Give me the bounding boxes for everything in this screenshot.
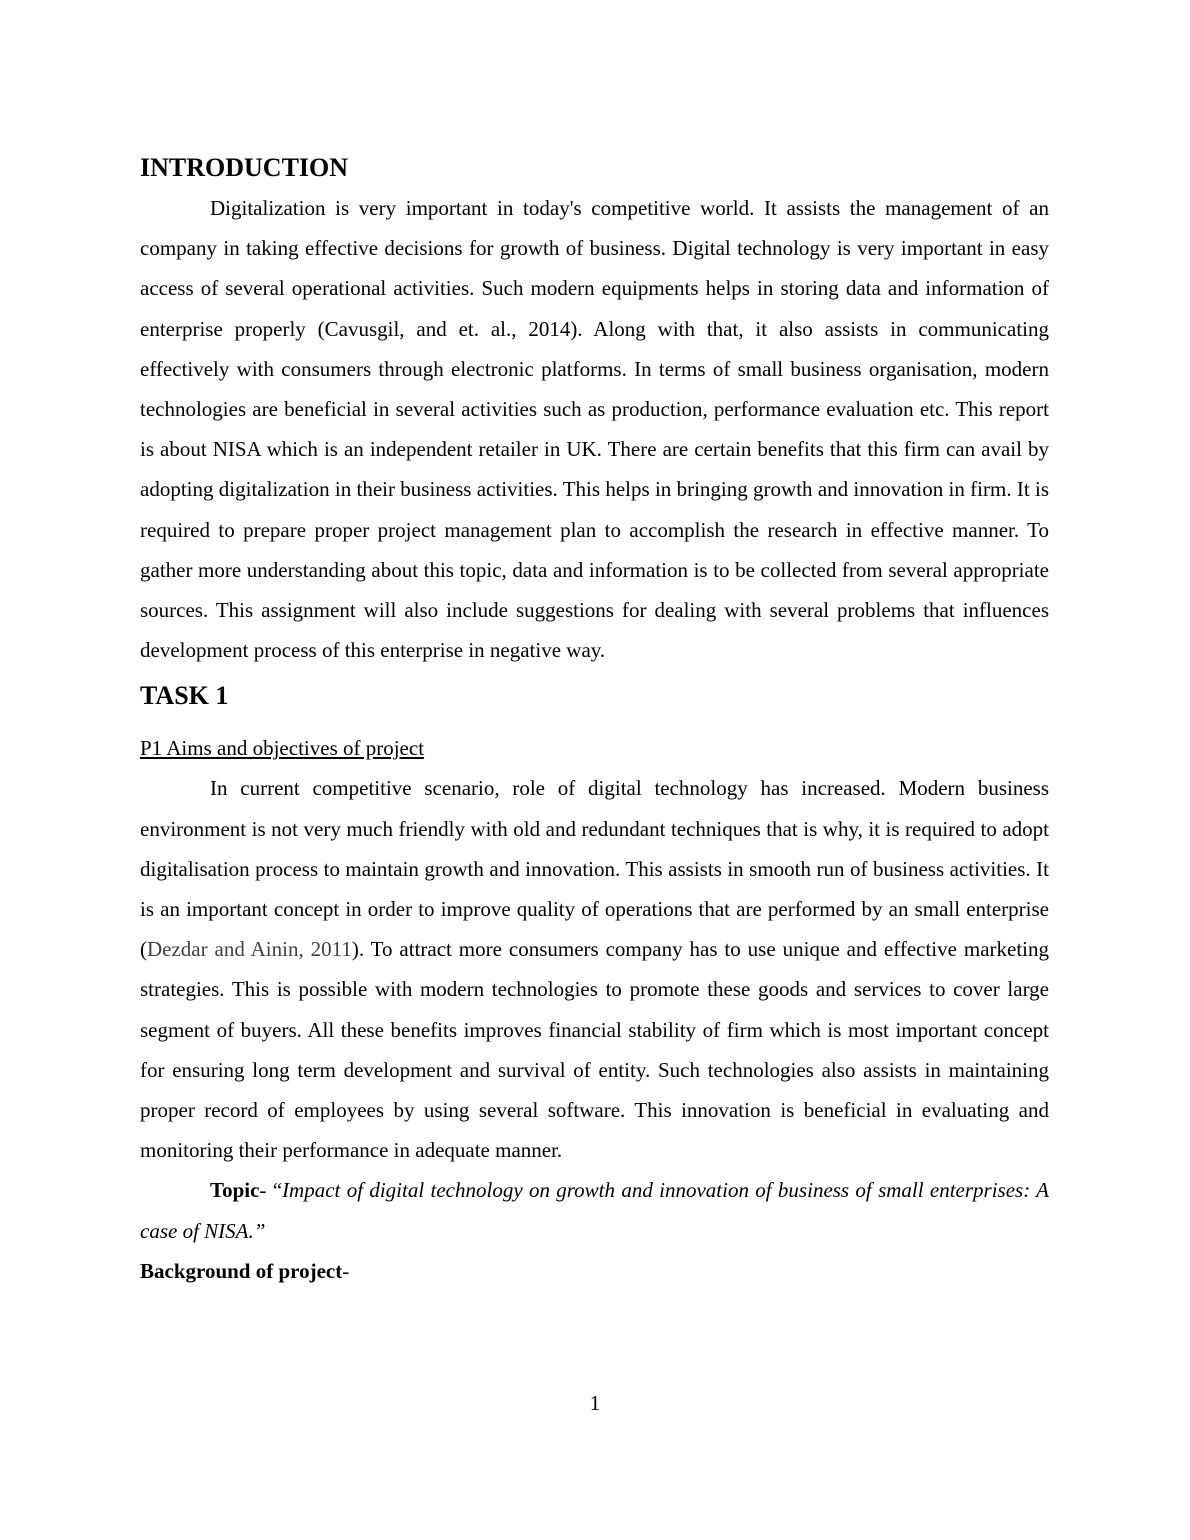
task-1-heading: TASK 1 xyxy=(140,681,229,711)
page-number: 1 xyxy=(589,1391,601,1415)
topic-dash: - “ xyxy=(259,1178,283,1203)
topic-label: Topic xyxy=(210,1178,260,1203)
background-dash: - xyxy=(342,1258,350,1283)
aims-objectives-subheading: P1 Aims and objectives of project xyxy=(140,736,425,761)
aims-text-end: ). To attract more consumers company has to use unique and effective marketing strategies. This is possible with modern technologies to promote these goods and services to cover large segment of buyers. All these benefits improves financial stability of firm which is most important concept for ensuring long term development and survival of entity. Such technologies also assists in maintaining proper record of employees by using several software. This innovation is beneficial in evaluating and monitoring their performance in adequate manner. xyxy=(140,937,1050,1163)
introduction-heading: INTRODUCTION xyxy=(140,153,349,182)
document-page xyxy=(140,148,1049,1291)
background-label: Background of project xyxy=(140,1258,343,1283)
topic-text: Impact of digital technology on growth and innovation of business of small enterprises: A case of NISA.” xyxy=(140,1178,1049,1243)
aims-paragraph xyxy=(140,768,1049,1170)
background-line xyxy=(140,1251,1049,1291)
aims-text-start: In current competitive scenario, role of digital technology has increased. Modern business environment is not very much friendly with old and redundant techniques that is why, it is required to adopt digitalisation process to maintain growth and innovation. This assists in smooth run of business activities. It is an important concept in order to improve quality of operations that are performed by an small enterprise ( xyxy=(140,776,1049,962)
topic-paragraph xyxy=(140,1170,1049,1250)
introduction-paragraph: Digitalization is very important in today's competitive world. It assists the management of an company in taking effective decisions for growth of business. Digital technology is very important in easy access of several operational activities. Such modern equipments helps in storing data and information of enterprise properly (Cavusgil, and et. al., 2014). Along with that, it also assists in communicating effectively with consumers through electronic platforms. In terms of small business organisation, modern technologies are beneficial in several activities such as production, performance evaluation etc. This report is about NISA which is an independent retailer in UK. There are certain benefits that this firm can avail by adopting digitalization in their business activities. This helps in bringing growth and innovation in firm. It is required to prepare proper project management plan to accomplish the research in effective manner. To gather more understanding about this topic, data and information is to be collected from several appropriate sources. This assignment will also include suggestions for dealing with several problems that influences development process of this enterprise in negative way. xyxy=(140,196,1049,663)
citation-dezdar: Dezdar and Ainin, 2011 xyxy=(147,937,352,962)
